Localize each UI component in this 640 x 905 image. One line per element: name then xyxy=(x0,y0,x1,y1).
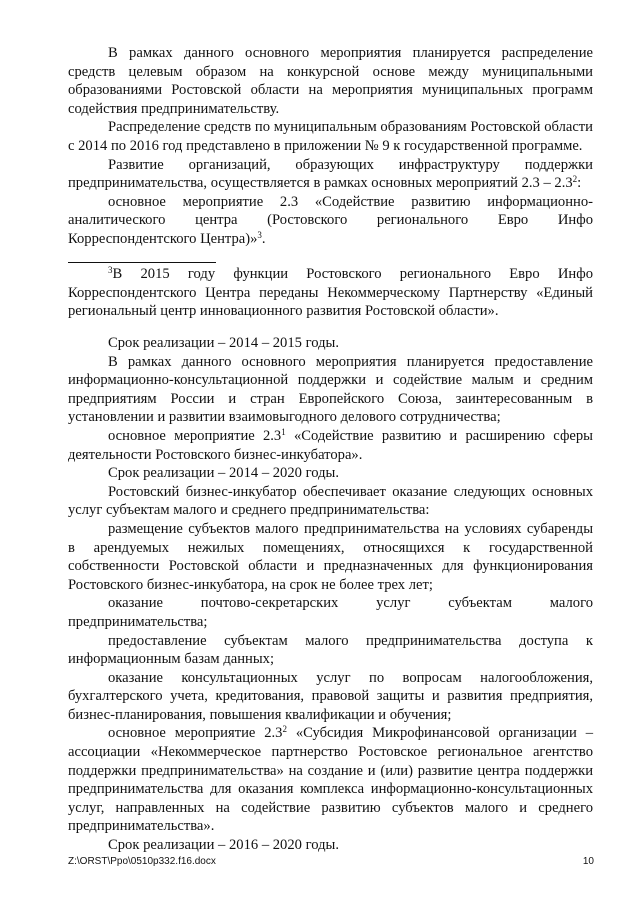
paragraph: оказание консультационных услуг по вопросам налогообложения, бухгалтерского учета, кредитования, правовой защиты и развития предприятия, бизнес-планирования, повышения квалификации и обучения; xyxy=(68,669,593,723)
footnote-separator xyxy=(68,262,216,263)
paragraph: размещение субъектов малого предпринимательства на условиях субаренды в арендуемых нежилых помещениях, относящихся к государственной собственности Ростовской области и предназначенных для функционирования Ростовского бизнес-инкубатора, на срок не более трех лет; xyxy=(68,520,593,593)
paragraph: основное мероприятие 2.3 «Содействие развитию информационно-аналитического центра (Ростовского регионального Евро Инфо Корреспондентского Центра)»$^3$. xyxy=(68,193,593,247)
paragraph: Срок реализации – 2014 – 2015 годы. xyxy=(108,335,339,351)
paragraph: оказание почтово-секретарских услуг субъектам малого предпринимательства; xyxy=(68,595,593,630)
body-text-top xyxy=(68,44,593,249)
paragraph: основное мероприятие $2.3^1$ «Содействие развитию и расширению сферы деятельности Ростовского бизнес-инкубатора». xyxy=(68,426,593,463)
paragraph: основное мероприятие $2.3^2$ «Субсидия Микрофинансовой организации – ассоциации «Некоммерческое партнерство Ростовское региональное агентство поддержки предпринимательства» на создание и (или) развитие центра поддержки предпринимательства для оказания комплекса информационно-консультационных услуг, направленных на содействие развитию субъектов малого и среднего предпринимательства». xyxy=(68,724,593,835)
footer-file-path: Z:\ORST\Ppo\0510p332.f16.docx xyxy=(68,856,216,867)
paragraph: Развитие организаций, образующих инфраструктуру поддержки предпринимательства, осуществляется в рамках основных мероприятий $2.3 - 2.3^2$: xyxy=(68,156,593,192)
footnote-ref: 3 xyxy=(257,229,262,240)
body-text-bottom xyxy=(68,334,593,855)
paragraph: Ростовский бизнес-инкубатор обеспечивает оказание следующих основных услуг субъектам малого и среднего предпринимательства: xyxy=(68,483,593,519)
paragraph: предоставление субъектам малого предпринимательства доступа к информационным базам данных; xyxy=(68,632,593,668)
paragraph: Распределение средств по муниципальным образованиям Ростовской области с 2014 по 2016 год представлено в приложении № 9 к государственной программе. xyxy=(68,119,593,154)
footnote-ref: 2 xyxy=(282,724,287,735)
footnote-ref: 2 xyxy=(572,174,578,185)
paragraph: В рамках данного основного мероприятия планируется предоставление информационно-консультационной поддержки и содействие малым и средним предприятиям России и стран Европейского Союза, заинтересованным в установлении и развитии взаимовыгодного делового сотрудничества; xyxy=(68,353,593,426)
paragraph: Срок реализации – 2016 – 2020 годы. xyxy=(108,837,339,854)
paragraph: В рамках данного основного мероприятия планируется распределение средств целевым образом на конкурсной основе между муниципальными образованиями Ростовской области на мероприятия муниципальных программ содействия предпринимательству. xyxy=(68,45,593,117)
footnote-text: В 2015 году функции Ростовского регионального Евро Инфо Корреспондентского Центра переданы Некоммерческому Партнерству «Единый региональный центр инновационного развития Ростовской области». xyxy=(68,266,593,320)
footnote-ref: 1 xyxy=(281,426,286,437)
paragraph: Срок реализации – 2014 – 2020 годы. xyxy=(108,465,339,482)
page-number: 10 xyxy=(582,856,594,867)
footnote xyxy=(68,265,593,321)
footnote-mark: 3 xyxy=(108,265,113,275)
